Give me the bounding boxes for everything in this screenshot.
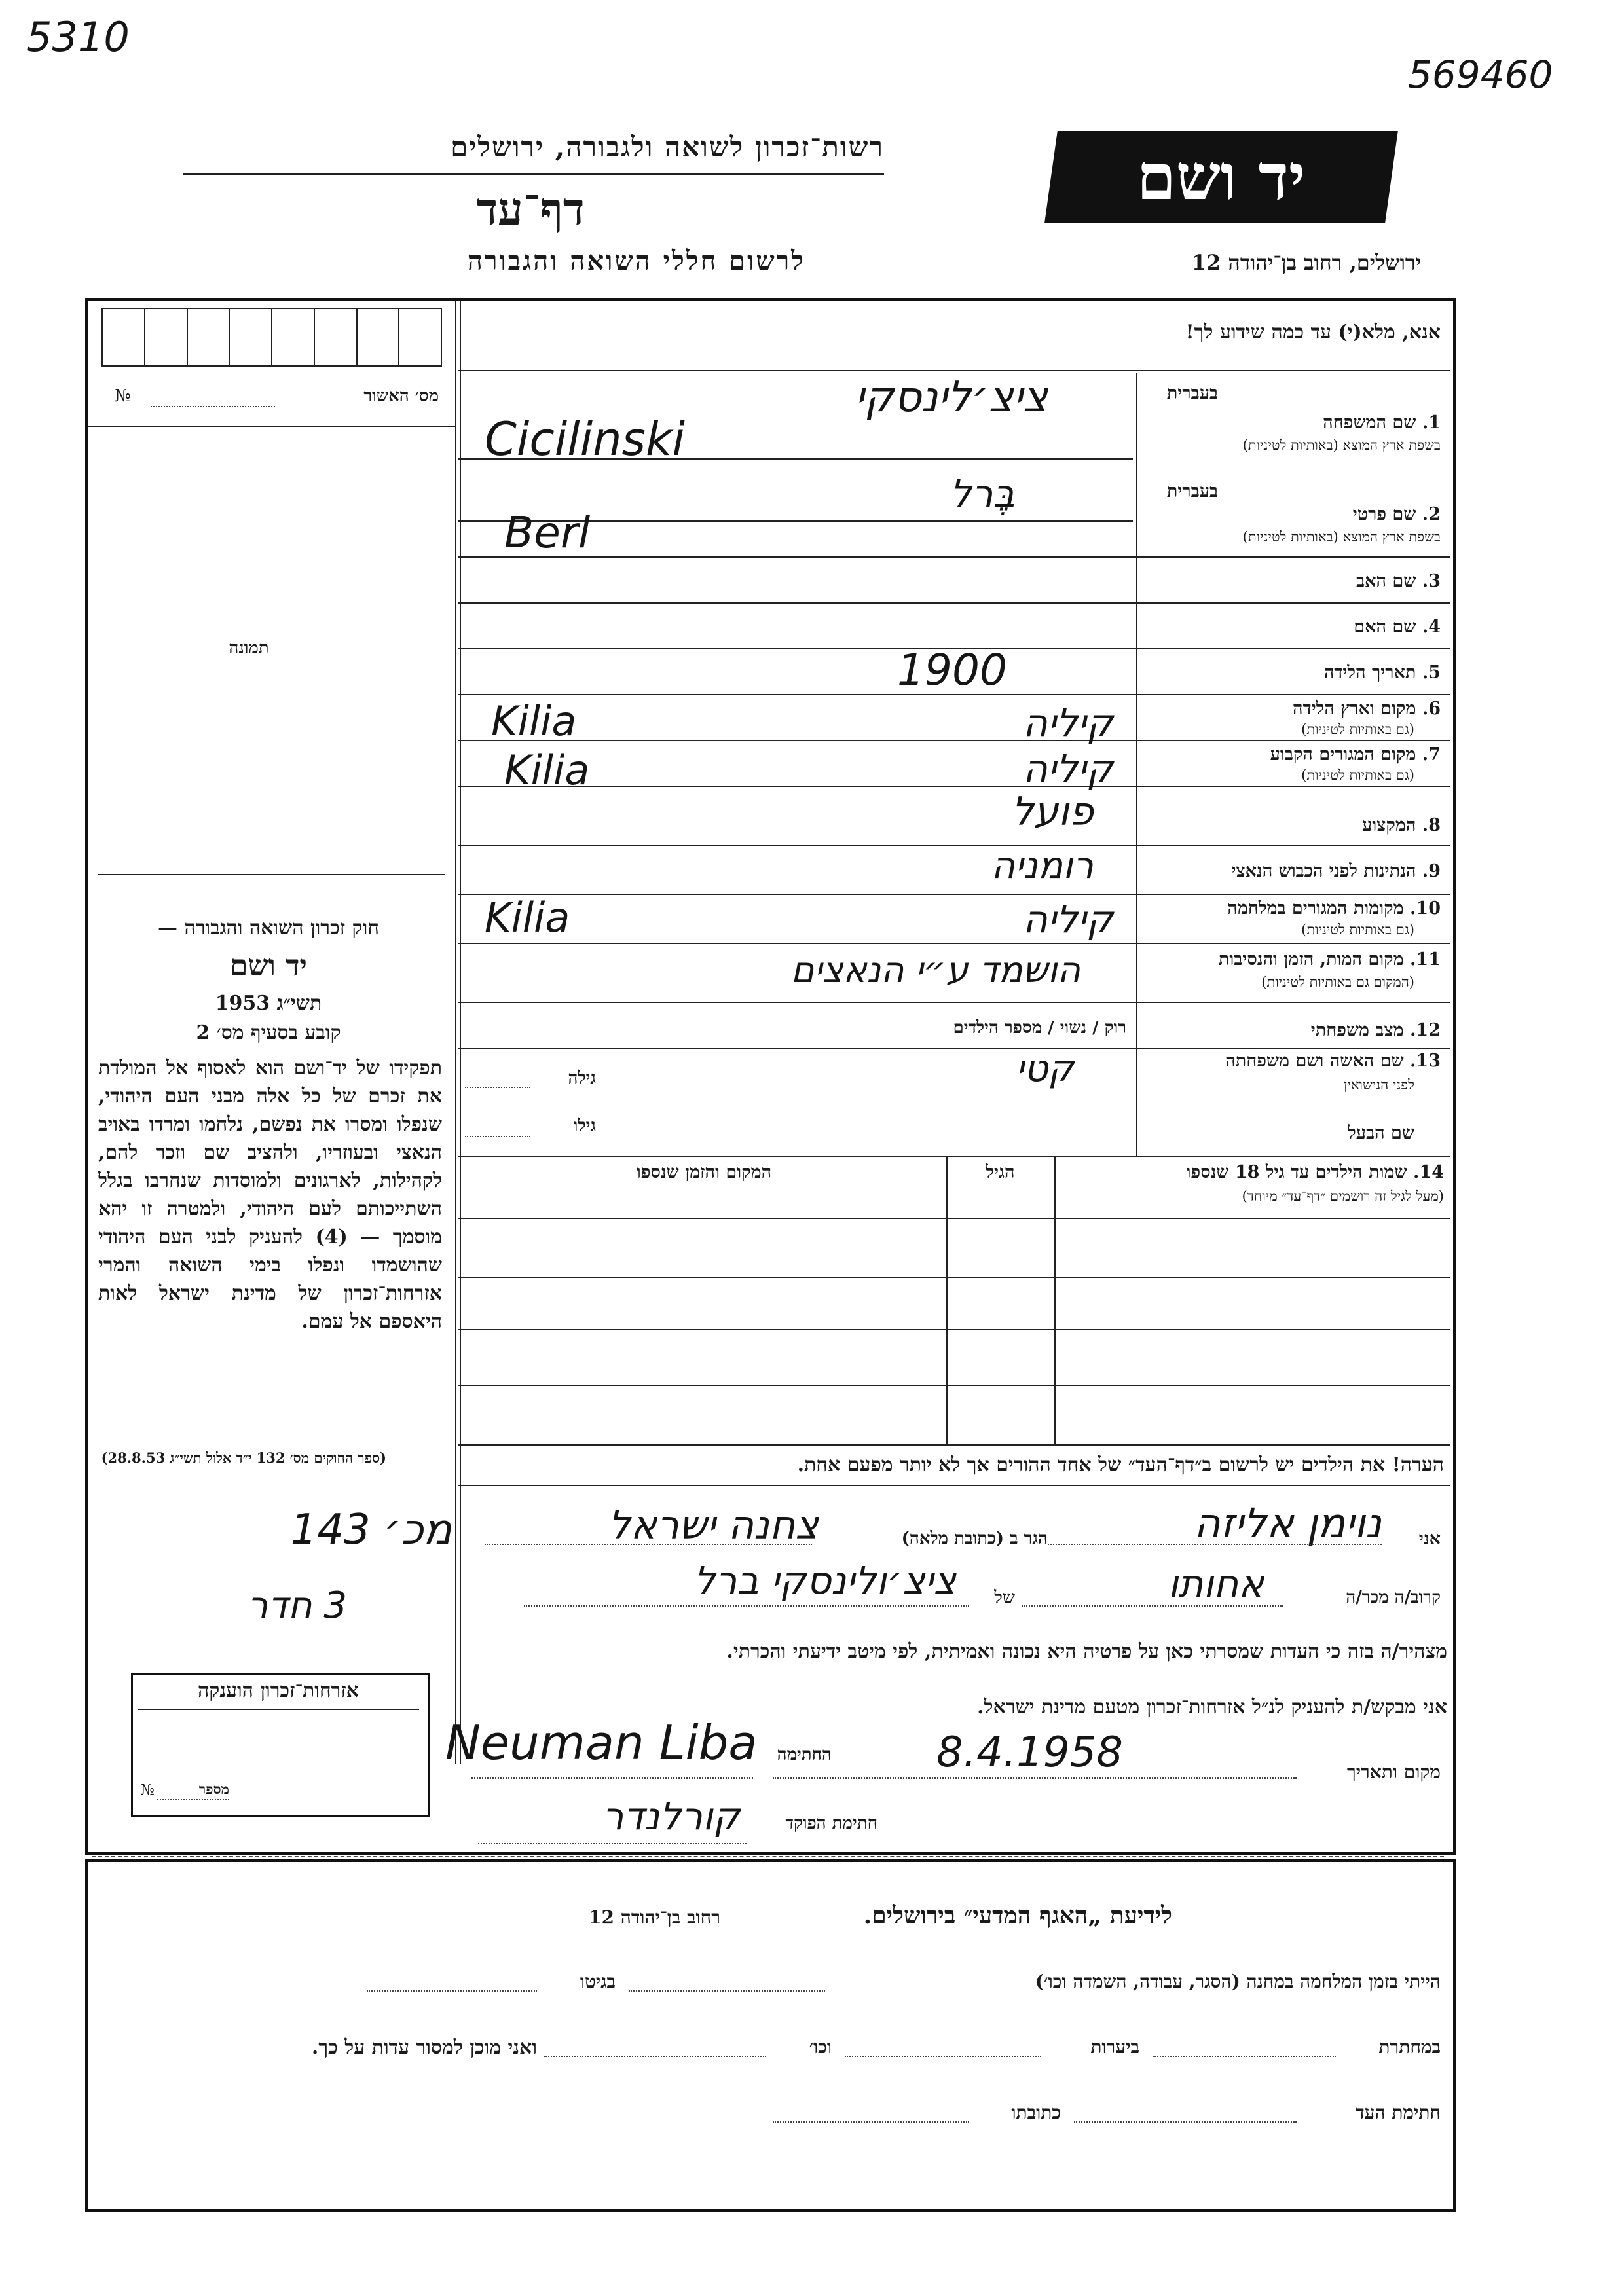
field1-sub: בשפת ארץ המוצא (באותיות לטיניות) [1242, 437, 1441, 453]
wife-name[interactable]: קטי [1016, 1048, 1074, 1090]
signature-label: החתימה [777, 1745, 832, 1764]
field10-label: 10. מקומות המגורים במלחמה [1227, 898, 1441, 919]
stamp-no-mark: № [141, 1782, 155, 1798]
stamp-number-label: מספר [198, 1781, 229, 1797]
stamp-title: אזרחות־זכרון הוענקה [197, 1679, 360, 1702]
field2-sub: בשפת ארץ המוצא (באותיות לטיניות) [1242, 529, 1441, 545]
birth-date[interactable]: 1900 [897, 645, 1007, 695]
declarant-name[interactable]: נוימן אליזה [1194, 1499, 1382, 1547]
field10-sub: (גם באותיות לטיניות) [1301, 922, 1414, 938]
field5-label: 5. תאריך הלידה [1323, 663, 1441, 683]
wife-age-field[interactable] [465, 1087, 530, 1088]
declaration-text: מצהיר/ה בזה כי העדות שמסרתי כאן על פרטיה היא נכונה ואמיתית, לפי מיטב ידיעתי והכרתי. [726, 1640, 1447, 1663]
relative-of-name[interactable]: ציצ׳ולינסקי ברל [693, 1558, 956, 1603]
etc-label: וכו׳ [809, 2036, 832, 2058]
officer-label: חתימת הפוקד [785, 1813, 877, 1833]
law-title: חוק זכרון השואה והגבורה — [158, 917, 379, 939]
logo-text: יד ושם [1137, 139, 1306, 214]
field4-label: 4. שם האם [1354, 617, 1441, 637]
law-text: תפקידו של יד־ושם הוא לאסוף אל המולדת את זכרם של כל אלה מבני העם היהודי, שנפלו ומסרו את נפשם, נלחמו ומרדו באויב הנאצי ובעוזריו, ולהציב שם וזכר להם, לקהילות, לארגונים ולמוסדות שנחרבו בגלל השתייכותם לעם היהודי, ולמטרה זו יהא מוסמך — (4) להעניק לבני העם היהודי שהושמדו ונפלו בימי השואה והמרי אזרחות־זכרון של מדינת ישראל לאות היאספם אל עמם. [98, 1057, 442, 1333]
relation-label: קרוב/ה מכר/ה [1346, 1588, 1441, 1607]
stamp-number-field[interactable] [157, 1799, 229, 1800]
officer-signature[interactable]: קורלנדר [602, 1794, 740, 1838]
authority-name: רשות־זכרון לשואה ולגבורה, ירושלים [451, 131, 884, 163]
archive-note-1: מכ׳ 143 [290, 1506, 452, 1554]
field14-sub: (מעל לגיל זה רושמים ״דף־עד״ מיוחד) [1242, 1188, 1444, 1204]
residence-latin[interactable]: Kilia [504, 746, 590, 794]
approval-label: מס׳ האשור [363, 386, 439, 406]
request-text: אני מבקש/ת להעניק לנ״ל אזרחות־זכרון מטעם מדינת ישראל. [977, 1696, 1447, 1719]
field6-label: 6. מקום וארץ הלידה [1293, 699, 1441, 719]
field13-sub: לפני הנישואין [1344, 1077, 1414, 1093]
law-year: תשי״ג 1953 [215, 992, 322, 1015]
witness-address-label: כתובתו [1011, 2102, 1061, 2123]
field12-label: 12. מצב משפחתי [1310, 1020, 1441, 1040]
husband-label: שם הבעל [1348, 1123, 1414, 1143]
child-row-3[interactable] [465, 1332, 1444, 1381]
witness-sig-label: חתימת העד [1356, 2102, 1441, 2123]
bottom-address: רחוב בן־יהודה 12 [589, 1906, 720, 1928]
bottom-line1: הייתי בזמן המלחמה במחנה (הסגר, עבודה, השמדה וכו׳) [1035, 1971, 1441, 1992]
of-label: של [994, 1588, 1015, 1608]
mother-name-field[interactable] [465, 609, 1130, 645]
bottom-heading: לידיעת „האגף המדעי״ בירושלים. [863, 1902, 1172, 1929]
field1-hebrew-tag: בעברית [1166, 383, 1218, 403]
field11-sub: (המקום גם באותיות לטיניות) [1261, 974, 1414, 990]
field14-label: 14. שמות הילדים עד גיל 18 שנספו [1186, 1162, 1444, 1182]
page-title: דף־עד [476, 183, 585, 236]
declarant-address[interactable]: צחנה ישראל [608, 1503, 819, 1548]
page-subtitle: לרשום חללי השואה והגבורה [467, 246, 805, 276]
field3-label: 3. שם האב [1356, 571, 1441, 591]
field11-label: 11. מקום המות, הזמן והנסיבות [1218, 949, 1441, 970]
forests-field[interactable] [845, 2056, 1041, 2057]
father-name-field[interactable] [465, 563, 1130, 599]
field7-label: 7. מקום המגורים הקבוע [1270, 744, 1441, 765]
birthplace-hebrew[interactable]: קיליה [1023, 701, 1113, 745]
marital-status-options[interactable]: רוק / נשוי / מספר הילדים [953, 1018, 1126, 1038]
ghetto-label: בגיטו [580, 1971, 616, 1992]
wartime-residence-hebrew[interactable]: קיליה [1023, 897, 1113, 941]
witness-address-field[interactable] [773, 2121, 969, 2123]
firstname-hebrew[interactable]: בֶּרל [950, 471, 1015, 516]
field2-hebrew-tag: בעברית [1166, 481, 1218, 501]
field13-label: 13. שם האשה ושם משפחתה [1225, 1051, 1441, 1071]
husband-age-field[interactable] [465, 1136, 530, 1137]
profession[interactable]: פועל [1011, 789, 1094, 835]
firstname-latin[interactable]: Berl [504, 507, 591, 558]
declarant-ani: אני [1418, 1529, 1441, 1549]
camp-field[interactable] [629, 1990, 825, 1992]
page-number: 569460 [1408, 52, 1553, 97]
col-age-header: הגיל [986, 1162, 1015, 1182]
ghetto-field[interactable] [367, 1990, 537, 1992]
field2-label: 2. שם פרטי [1352, 504, 1441, 524]
place-date-label: מקום ותאריך [1346, 1761, 1441, 1783]
death-circumstances[interactable]: הושמד ע״י הנאצים [790, 949, 1080, 991]
archive-note-2: 3 חדר [247, 1584, 347, 1627]
ready-text: ואני מוכן למסור עדות על כך. [311, 2036, 537, 2059]
surname-latin[interactable]: Cicilinski [485, 412, 685, 466]
law-reference: (ספר החוקים מס׳ 132 י״ד אלול תשי״ג 28.8.53) [101, 1449, 386, 1466]
intro-text: אנא, מלא(י) עד כמה שידוע לך! [1185, 321, 1441, 344]
no-mark: № [115, 386, 131, 406]
relation-value[interactable]: אחותו [1168, 1561, 1264, 1606]
law-section: קובע בסעיף מס׳ 2 [196, 1021, 341, 1044]
authority-underline [183, 173, 884, 175]
approval-boxes [101, 308, 442, 367]
underground-field[interactable] [1153, 2056, 1336, 2057]
husband-age-label: גילו [573, 1116, 596, 1136]
etc-field[interactable] [544, 2056, 766, 2057]
child-row-2[interactable] [465, 1280, 1444, 1326]
approval-field[interactable] [151, 406, 275, 407]
field1-label: 1. שם המשפחה [1323, 412, 1441, 433]
nationality[interactable]: רומניה [991, 845, 1094, 887]
residence-hebrew[interactable]: קיליה [1023, 746, 1113, 791]
birthplace-latin[interactable]: Kilia [491, 697, 577, 745]
witness-sig-field[interactable] [1074, 2121, 1297, 2123]
header-address: ירושלים, רחוב בן־יהודה 12 [1191, 250, 1421, 275]
law-org: יד ושם [230, 949, 307, 983]
left-column-divider [455, 301, 456, 1764]
yad-vashem-logo [1044, 131, 1398, 223]
col-place-header: המקום והזמן שנספו [636, 1162, 772, 1182]
child-row-4[interactable] [465, 1388, 1444, 1440]
field8-label: 8. המקצוע [1362, 815, 1441, 835]
forests-label: ביערות [1090, 2036, 1139, 2058]
field9-label: 9. הנתינות לפני הכבוש הנאצי [1231, 861, 1441, 881]
surname-hebrew[interactable]: ציצ׳לינסקי [855, 373, 1048, 422]
field6-sub: (גם באותיות לטיניות) [1301, 721, 1414, 737]
corner-note: 5310 [26, 13, 130, 61]
wartime-residence-latin[interactable]: Kilia [485, 894, 570, 941]
wife-age-label: גילה [568, 1068, 596, 1088]
underground-label: במחתרת [1378, 2036, 1441, 2058]
field7-sub: (גם באותיות לטיניות) [1301, 767, 1414, 783]
sign-date[interactable]: 8.4.1958 [936, 1728, 1123, 1777]
photo-label: תמונה [229, 638, 269, 658]
address-label: הגר ב (כתובת מלאה) [901, 1529, 1048, 1548]
child-row-1[interactable] [465, 1221, 1444, 1273]
note-text: הערה! את הילדים יש לרשום ב״דף־העד״ של אחד ההורים אך לא יותר מפעם אחת. [797, 1453, 1444, 1476]
declarant-signature[interactable]: Neuman Liba [445, 1715, 758, 1770]
